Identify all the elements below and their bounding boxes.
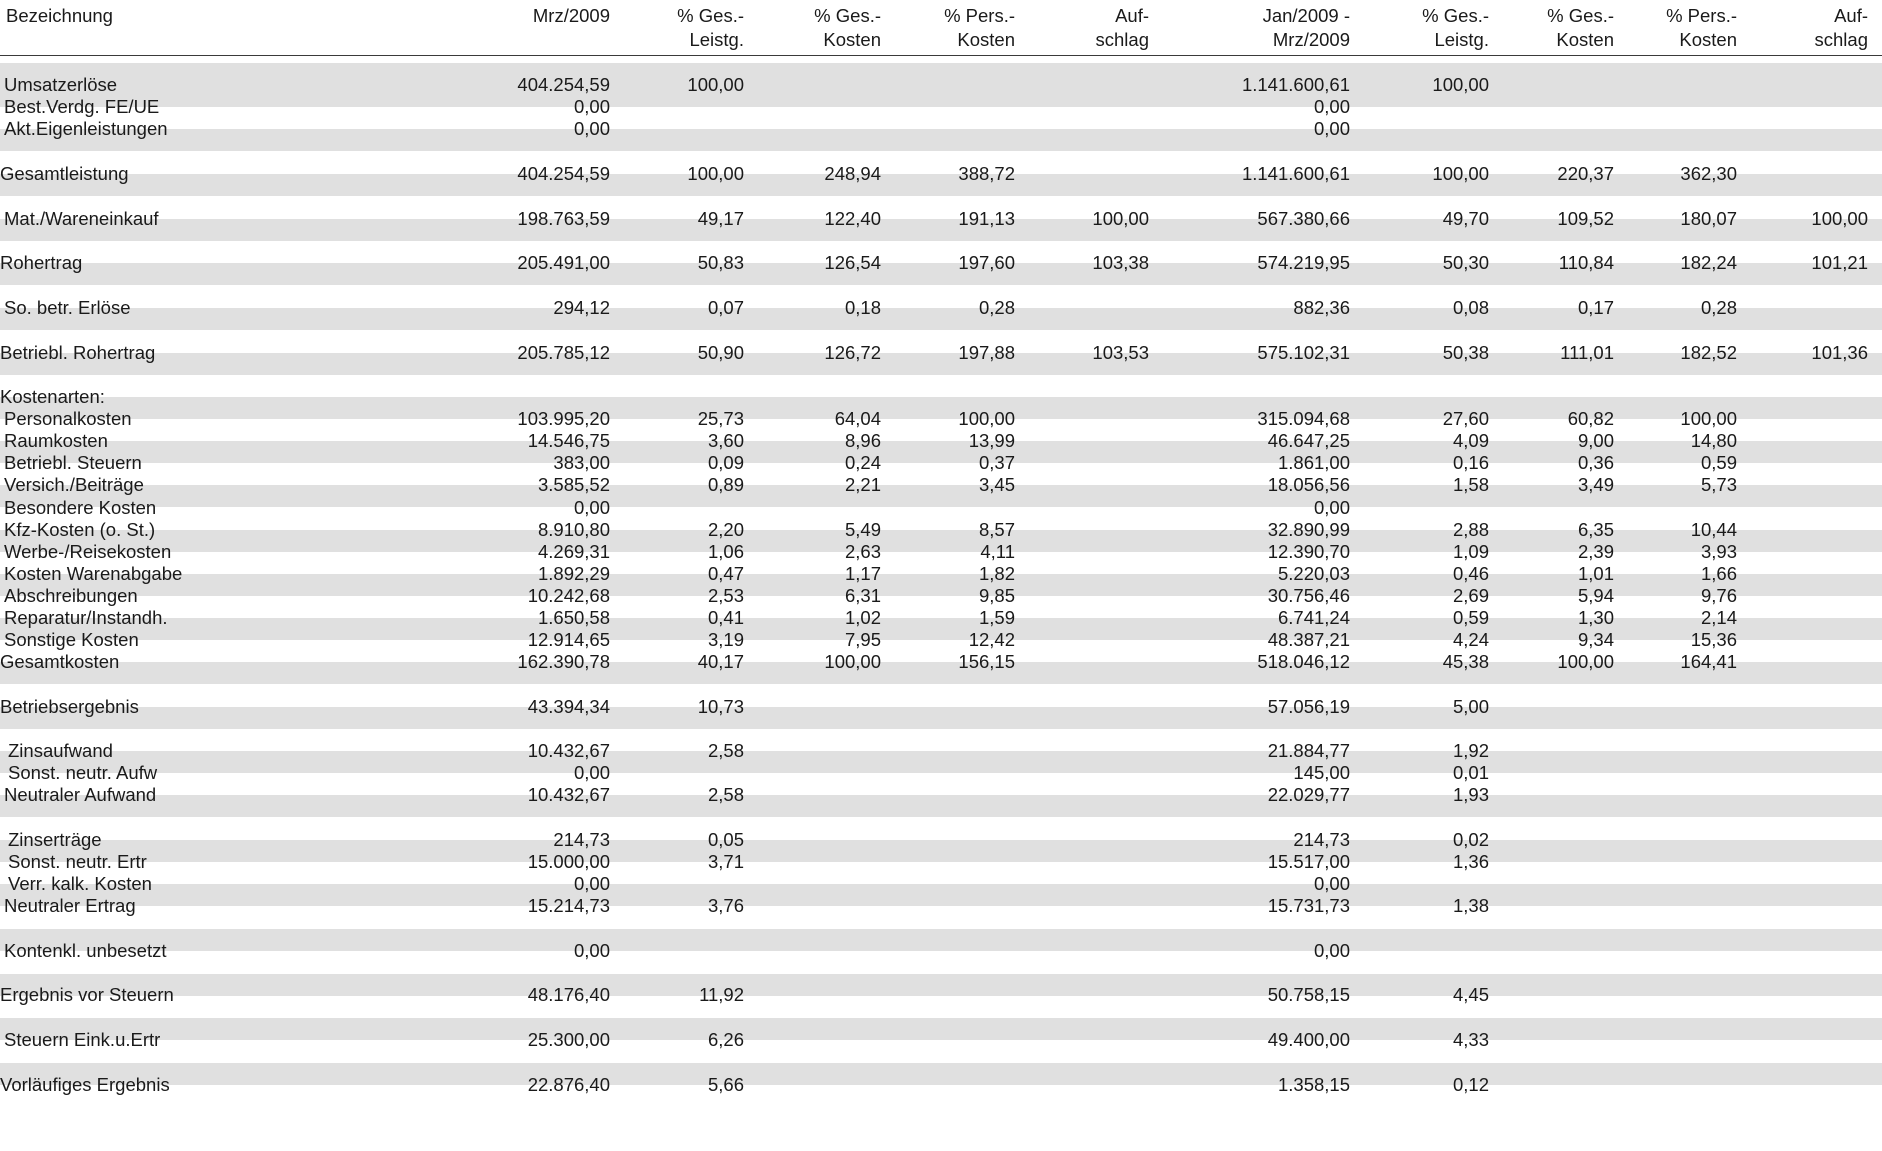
table-row [0,430,1882,452]
row-value: 0,89 [707,474,744,495]
row-value: 1,82 [978,563,1015,584]
row-value: 0,00 [573,118,610,139]
row-value: 15,36 [1690,629,1737,650]
row-value: 5,00 [1452,696,1489,717]
row-label: Kontenkl. unbesetzt [4,940,167,961]
row-value: 575.102,31 [1257,342,1350,363]
table-row [0,607,1882,629]
row-value: 100,00 [1432,74,1489,95]
row-value: 518.046,12 [1257,651,1350,672]
table-row [0,252,1882,274]
row-value: 164,41 [1680,651,1737,672]
row-label: Reparatur/Instandh. [4,607,168,628]
row-value: 5.220,03 [1277,563,1350,584]
header-col-aufschlag: Auf- schlag [1095,5,1149,50]
row-label: Abschreibungen [4,585,138,606]
header-col-pers-kosten: % Pers.- Kosten [944,5,1015,50]
row-value: 15.214,73 [527,895,610,916]
row-value: 103.995,20 [517,408,610,429]
row-value: 10.432,67 [527,740,610,761]
row-value: 2,21 [844,474,881,495]
table-row [0,851,1882,873]
row-label: Umsatzerlöse [4,74,118,95]
row-value: 64,04 [834,408,881,429]
row-value: 6,26 [707,1029,744,1050]
row-value: 2,58 [707,740,744,761]
row-value: 126,54 [824,252,881,273]
header-col-pers-kosten-kum: % Pers.- Kosten [1666,5,1737,50]
row-value: 0,59 [1452,607,1489,628]
row-value: 103,53 [1092,342,1149,363]
row-value: 12.914,65 [527,629,610,650]
row-value: 0,09 [707,452,744,473]
row-value: 383,00 [553,452,610,473]
row-value: 21.884,77 [1267,740,1350,761]
row-value: 3.585,52 [537,474,610,495]
row-value: 0,00 [573,940,610,961]
row-label: So. betr. Erlöse [4,297,131,318]
row-value: 14.546,75 [527,430,610,451]
row-value: 40,17 [697,651,744,672]
table-row [0,96,1882,118]
row-value: 0,12 [1452,1074,1489,1095]
row-value: 162.390,78 [517,651,610,672]
row-value: 0,00 [1313,497,1350,518]
row-label: Neutraler Ertrag [4,895,136,916]
row-value: 32.890,99 [1267,519,1350,540]
table-row [0,452,1882,474]
row-value: 404.254,59 [517,163,610,184]
row-value: 2,53 [707,585,744,606]
row-value: 4,33 [1452,1029,1489,1050]
row-value: 191,13 [958,208,1015,229]
row-value: 214,73 [553,829,610,850]
row-value: 103,38 [1092,252,1149,273]
row-value: 2,20 [707,519,744,540]
table-row [0,474,1882,496]
table-row [0,829,1882,851]
row-value: 3,93 [1700,541,1737,562]
row-value: 0,17 [1577,297,1614,318]
row-label: Gesamtleistung [0,163,129,184]
row-value: 1,06 [707,541,744,562]
row-value: 5,73 [1700,474,1737,495]
table-row [0,163,1882,185]
row-value: 57.056,19 [1267,696,1350,717]
row-value: 100,00 [958,408,1015,429]
row-value: 10.432,67 [527,784,610,805]
row-label: Gesamtkosten [0,651,120,672]
table-row [0,651,1882,673]
row-value: 2,14 [1700,607,1737,628]
row-label: Betriebl. Steuern [4,452,142,473]
row-value: 1.892,29 [537,563,610,584]
row-value: 50,30 [1442,252,1489,273]
row-value: 10.242,68 [527,585,610,606]
row-value: 156,15 [958,651,1015,672]
row-value: 1,36 [1452,851,1489,872]
row-label: Zinserträge [8,829,102,850]
row-value: 0,01 [1452,762,1489,783]
table-row [0,873,1882,895]
row-value: 0,28 [1700,297,1737,318]
row-value: 1,58 [1452,474,1489,495]
row-value: 3,76 [707,895,744,916]
row-value: 1.650,58 [537,607,610,628]
row-value: 46.647,25 [1267,430,1350,451]
row-label: Vorläufiges Ergebnis [0,1074,170,1095]
row-value: 11,92 [699,984,744,1005]
row-value: 43.394,34 [527,696,610,717]
row-value: 15.000,00 [527,851,610,872]
table-row [0,1029,1882,1051]
row-label: Kostenarten: [0,386,105,407]
row-value: 0,18 [844,297,881,318]
row-value: 50,38 [1442,342,1489,363]
row-value: 2,63 [844,541,881,562]
table-row [0,541,1882,563]
row-value: 197,60 [958,252,1015,273]
row-value: 1,17 [844,563,881,584]
row-value: 0,00 [573,96,610,117]
row-value: 111,01 [1560,342,1614,363]
row-value: 2,39 [1577,541,1614,562]
row-value: 1,66 [1700,563,1737,584]
row-label: Mat./Wareneinkauf [4,208,159,229]
row-value: 100,00 [1680,408,1737,429]
table-row [0,497,1882,519]
row-value: 0,00 [1313,118,1350,139]
table-row [0,408,1882,430]
header-col-ges-kosten-kum: % Ges.- Kosten [1547,5,1614,50]
row-label: Akt.Eigenleistungen [4,118,168,139]
row-value: 100,00 [1092,208,1149,229]
row-value: 1,01 [1577,563,1614,584]
row-value: 882,36 [1293,297,1350,318]
row-value: 1,93 [1452,784,1489,805]
row-value: 22.029,77 [1267,784,1350,805]
row-value: 8,57 [978,519,1015,540]
row-value: 1,09 [1452,541,1489,562]
row-value: 2,88 [1452,519,1489,540]
row-value: 49.400,00 [1267,1029,1350,1050]
row-label: Ergebnis vor Steuern [0,984,174,1005]
row-value: 15.517,00 [1267,851,1350,872]
row-value: 4,24 [1452,629,1489,650]
row-value: 1,38 [1452,895,1489,916]
row-value: 0,07 [707,297,744,318]
header-col-jan-mrz-2009: Jan/2009 - Mrz/2009 [1262,5,1350,50]
row-value: 25.300,00 [527,1029,610,1050]
row-label: Verr. kalk. Kosten [8,873,152,894]
row-value: 0,00 [573,497,610,518]
row-value: 180,07 [1680,208,1737,229]
row-value: 10,73 [697,696,744,717]
row-value: 1,92 [1452,740,1489,761]
row-value: 1.141.600,61 [1241,74,1350,95]
row-value: 214,73 [1293,829,1350,850]
table-header [0,0,1882,56]
row-value: 0,41 [707,607,744,628]
row-label: Sonst. neutr. Aufw [8,762,158,783]
table-row [0,895,1882,917]
row-value: 100,00 [687,74,744,95]
row-value: 248,94 [824,163,881,184]
row-value: 60,82 [1567,408,1614,429]
table-row [0,519,1882,541]
row-value: 0,05 [707,829,744,850]
row-value: 100,00 [687,163,744,184]
table-row [0,940,1882,962]
row-value: 567.380,66 [1257,208,1350,229]
row-label: Raumkosten [4,430,108,451]
row-value: 388,72 [958,163,1015,184]
row-value: 30.756,46 [1267,585,1350,606]
row-value: 9,76 [1700,585,1737,606]
table-row [0,762,1882,784]
row-value: 6,35 [1577,519,1614,540]
row-value: 3,45 [978,474,1015,495]
row-value: 404.254,59 [517,74,610,95]
row-label: Betriebsergebnis [0,696,139,717]
row-label: Zinsaufwand [8,740,113,761]
row-value: 205.491,00 [517,252,610,273]
row-value: 1.358,15 [1277,1074,1350,1095]
table-row [0,984,1882,1006]
row-value: 220,37 [1557,163,1614,184]
row-value: 3,19 [707,629,744,650]
row-value: 109,52 [1557,208,1614,229]
table-row [0,386,1882,408]
table-row [0,208,1882,230]
row-label: Besondere Kosten [4,497,157,518]
row-label: Neutraler Aufwand [4,784,157,805]
row-value: 4,11 [980,541,1015,562]
row-value: 3,60 [707,430,744,451]
row-label: Versich./Beiträge [4,474,144,495]
row-value: 4,09 [1452,430,1489,451]
row-value: 6,31 [844,585,881,606]
row-value: 182,52 [1680,342,1737,363]
row-value: 0,00 [1313,96,1350,117]
row-value: 0,16 [1452,452,1489,473]
row-value: 2,69 [1452,585,1489,606]
header-col-ges-kosten: % Ges.- Kosten [814,5,881,50]
table-row [0,784,1882,806]
row-value: 100,00 [1432,163,1489,184]
row-value: 362,30 [1680,163,1737,184]
row-label: Sonstige Kosten [4,629,139,650]
row-value: 2,58 [707,784,744,805]
row-value: 3,49 [1577,474,1614,495]
row-value: 315.094,68 [1257,408,1350,429]
row-value: 0,02 [1452,829,1489,850]
row-value: 294,12 [553,297,610,318]
header-col-aufschlag-kum: Auf- schlag [1814,5,1868,50]
row-label: Rohertrag [0,252,83,273]
row-label: Steuern Eink.u.Ertr [4,1029,161,1050]
row-value: 182,24 [1680,252,1737,273]
row-value: 0,47 [707,563,744,584]
row-value: 205.785,12 [517,342,610,363]
row-value: 9,00 [1577,430,1614,451]
row-value: 126,72 [824,342,881,363]
row-value: 7,95 [844,629,881,650]
row-value: 48.176,40 [527,984,610,1005]
row-value: 0,46 [1452,563,1489,584]
row-value: 25,73 [697,408,744,429]
table-row [0,118,1882,140]
row-value: 0,08 [1452,297,1489,318]
row-value: 12.390,70 [1267,541,1350,562]
row-value: 197,88 [958,342,1015,363]
row-value: 1.141.600,61 [1241,163,1350,184]
row-value: 100,00 [1557,651,1614,672]
row-value: 101,21 [1811,252,1868,273]
row-value: 0,00 [1313,940,1350,961]
row-value: 49,17 [697,208,744,229]
header-col-ges-leistg-kum: % Ges.- Leistg. [1422,5,1489,50]
row-label: Betriebl. Rohertrag [0,342,156,363]
row-value: 50,90 [697,342,744,363]
row-value: 4.269,31 [537,541,610,562]
row-value: 0,37 [978,452,1015,473]
row-label: Kfz-Kosten (o. St.) [4,519,156,540]
row-value: 9,34 [1577,629,1614,650]
row-label: Werbe-/Reisekosten [4,541,172,562]
row-value: 6.741,24 [1277,607,1350,628]
row-value: 27,60 [1442,408,1489,429]
header-col-mrz-2009: Mrz/2009 [532,5,610,26]
row-value: 0,00 [573,873,610,894]
row-value: 0,24 [844,452,881,473]
row-value: 49,70 [1442,208,1489,229]
row-value: 50,83 [697,252,744,273]
row-value: 8,96 [844,430,881,451]
row-value: 12,42 [968,629,1015,650]
table-row [0,740,1882,762]
row-value: 8.910,80 [537,519,610,540]
row-value: 100,00 [824,651,881,672]
table-row [0,74,1882,96]
row-value: 10,44 [1690,519,1737,540]
row-value: 1.861,00 [1277,452,1350,473]
row-value: 1,30 [1577,607,1614,628]
row-value: 45,38 [1442,651,1489,672]
row-value: 0,00 [573,762,610,783]
row-value: 9,85 [978,585,1015,606]
table-row [0,342,1882,364]
row-value: 198.763,59 [517,208,610,229]
row-value: 5,66 [707,1074,744,1095]
row-value: 18.056,56 [1267,474,1350,495]
row-label: Personalkosten [4,408,132,429]
row-value: 101,36 [1811,342,1868,363]
row-value: 14,80 [1690,430,1737,451]
row-value: 4,45 [1452,984,1489,1005]
row-value: 0,28 [978,297,1015,318]
header-col-ges-leistg: % Ges.- Leistg. [677,5,744,50]
row-value: 0,00 [1313,873,1350,894]
row-value: 574.219,95 [1257,252,1350,273]
row-value: 48.387,21 [1267,629,1350,650]
row-value: 0,59 [1700,452,1737,473]
row-value: 13,99 [968,430,1015,451]
header-bezeichnung: Bezeichnung [6,5,113,26]
row-label: Kosten Warenabgabe [4,563,183,584]
row-value: 1,02 [844,607,881,628]
row-label: Best.Verdg. FE/UE [4,96,160,117]
row-label: Sonst. neutr. Ertr [8,851,147,872]
row-value: 122,40 [824,208,881,229]
row-value: 100,00 [1811,208,1868,229]
row-value: 3,71 [707,851,744,872]
table-row [0,297,1882,319]
table-row [0,585,1882,607]
row-value: 22.876,40 [527,1074,610,1095]
row-value: 5,49 [844,519,881,540]
table-row [0,563,1882,585]
row-value: 145,00 [1293,762,1350,783]
row-value: 50.758,15 [1267,984,1350,1005]
row-value: 0,36 [1577,452,1614,473]
table-row [0,629,1882,651]
row-value: 15.731,73 [1267,895,1350,916]
row-value: 5,94 [1577,585,1614,606]
table-row [0,696,1882,718]
row-value: 110,84 [1558,252,1614,273]
table-row [0,1074,1882,1096]
row-value: 1,59 [978,607,1015,628]
